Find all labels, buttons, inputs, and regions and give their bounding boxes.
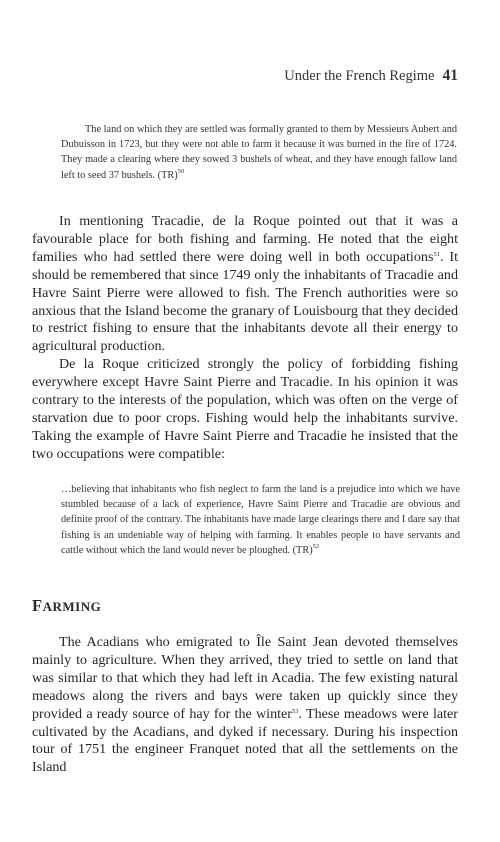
- footnote-ref-52: 52: [312, 542, 320, 550]
- block-quote-2: [61, 482, 460, 558]
- running-header: [284, 67, 458, 85]
- paragraph-1-text: In mentioning Tracadie, de la Roque pointed out that it was a favourable place for both fishing and farming. He noted that the eight families who had settled there were doing well in both occupations: [32, 213, 458, 265]
- heading-rest: ARMING: [42, 599, 102, 614]
- paragraph-1-tail: . It should be remembered that since 1749 only the inhabitants of Tracadie and Havre Saint Pierre were allowed to fish. The French authorities were so anxious that the Island become the granary of Louisbourg that they decided to restrict fishing to ensure that the inhabitants devote all their energy to agricultural production.: [32, 248, 459, 355]
- section-heading-farming: [32, 596, 101, 616]
- paragraph-3-tail: . These meadows were later cultivated by the Acadians, and dyked if necessary. During his inspection tour of 1751 the engineer Franquet noted that all the settlements on the Island: [32, 705, 458, 776]
- heading-initial: F: [32, 596, 43, 615]
- block-quote-1: [61, 122, 457, 183]
- paragraph-tracadie: [32, 213, 458, 356]
- page-number: 41: [442, 67, 458, 84]
- paragraph-de-la-roque: De la Roque criticized strongly the policy of forbidding fishing everywhere except Havre Saint Pierre and Tracadie. In his opinion it was contrary to the interests of the population, which was often on the verge of starvation due to poor crops. Fishing would help the inhabitants survive. Taking the example of Havre Saint Pierre and Tracadie he insisted that the two occupations were compatible:: [32, 356, 458, 462]
- footnote-ref-51: 51: [433, 250, 440, 258]
- quote-2-text: …believing that inhabitants who fish neglect to farm the land is a prejudice into which we have stumbled because of a lack of experience, Havre Saint Pierre and Tracadie are obvious and definite proof of the contrary. The inhabitants have made large clearings there and I dare say that fishing is an undeniable way of helping with farming. It enables people to have servants and cattle without which the land would never be ploughed. (TR): [61, 484, 460, 556]
- body-text-upper: [32, 213, 458, 464]
- running-title: Under the French Regime: [284, 68, 435, 84]
- paragraph-acadians: [32, 634, 458, 777]
- body-text-lower: [32, 634, 458, 777]
- paragraph-3-text: The Acadians who emigrated to Île Saint Jean devoted themselves mainly to agriculture. When they arrived, they tried to settle on land that was similar to that which they had left in Acadia. The few existing natural meadows along the rivers and bays were taken up quickly since they provided a ready source of hay for the winter: [32, 634, 458, 722]
- footnote-ref-53: 53: [292, 707, 299, 715]
- quote-1-text: The land on which they are settled was formally granted to them by Messieurs Aubert and Dubuisson in 1723, but they were not able to farm it because it was burned in the fire of 1724. They made a clearing where they sowed 3 bushels of wheat, and they have enough fallow land left to seed 37 bushels. (TR): [61, 124, 457, 181]
- footnote-ref-50: 50: [177, 167, 185, 175]
